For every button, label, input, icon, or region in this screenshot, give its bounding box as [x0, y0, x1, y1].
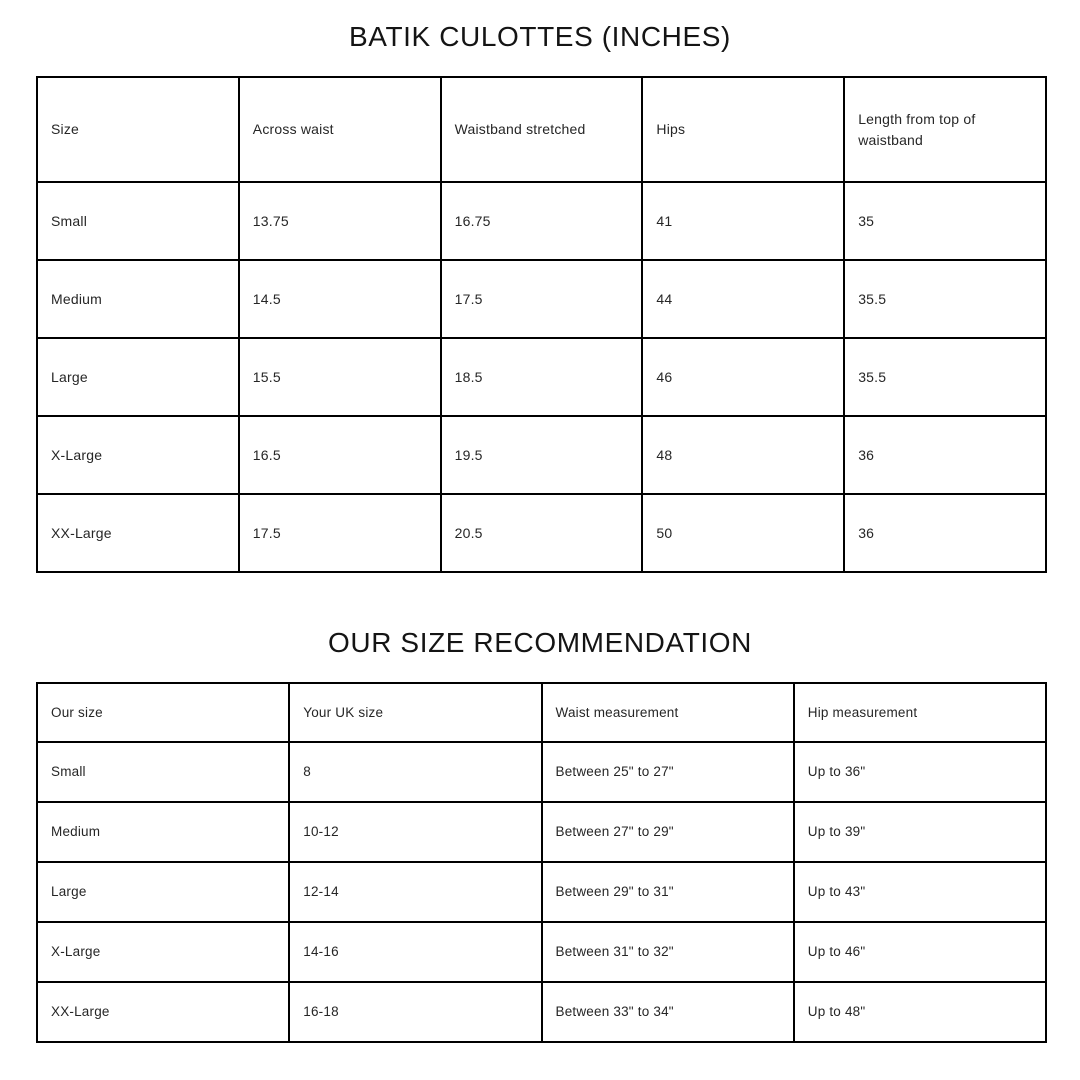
header-cell: Size: [37, 77, 239, 182]
table-cell: 19.5: [441, 416, 643, 494]
table-cell: Between 29" to 31": [542, 862, 794, 922]
header-cell: Our size: [37, 683, 289, 742]
table-cell: Up to 43": [794, 862, 1046, 922]
header-cell: Hips: [642, 77, 844, 182]
header-cell: Length from top of waistband: [844, 77, 1046, 182]
header-cell: Your UK size: [289, 683, 541, 742]
table-cell: Large: [37, 862, 289, 922]
table-cell: XX-Large: [37, 494, 239, 572]
table-cell: 44: [642, 260, 844, 338]
table-cell: 46: [642, 338, 844, 416]
header-cell: Hip measurement: [794, 683, 1046, 742]
table-cell: XX-Large: [37, 982, 289, 1042]
table-cell: Small: [37, 182, 239, 260]
table-cell: 15.5: [239, 338, 441, 416]
table-row: [37, 416, 1046, 494]
table-cell: 20.5: [441, 494, 643, 572]
table-cell: 16.5: [239, 416, 441, 494]
table-cell: 35: [844, 182, 1046, 260]
table-cell: Between 27" to 29": [542, 802, 794, 862]
table-cell: 35.5: [844, 260, 1046, 338]
recommendation-table: [36, 682, 1047, 1043]
header-cell: Across waist: [239, 77, 441, 182]
table-cell: 36: [844, 416, 1046, 494]
table-cell: 18.5: [441, 338, 643, 416]
header-row: [37, 77, 1046, 182]
table-cell: 8: [289, 742, 541, 802]
table-cell: 10-12: [289, 802, 541, 862]
table-cell: 14.5: [239, 260, 441, 338]
table-cell: 16.75: [441, 182, 643, 260]
table-cell: X-Large: [37, 922, 289, 982]
table-row: [37, 742, 1046, 802]
table-cell: 48: [642, 416, 844, 494]
measurements-table-title: BATIK CULOTTES (INCHES): [349, 21, 731, 52]
table-row: [37, 182, 1046, 260]
table-row: [37, 922, 1046, 982]
table-row: [37, 982, 1046, 1042]
measurements-table: [36, 76, 1047, 573]
table-cell: Large: [37, 338, 239, 416]
table-cell: Up to 48": [794, 982, 1046, 1042]
table-cell: Between 33" to 34": [542, 982, 794, 1042]
recommendation-table-title: OUR SIZE RECOMMENDATION: [328, 627, 752, 658]
table-cell: 13.75: [239, 182, 441, 260]
table-cell: Up to 39": [794, 802, 1046, 862]
table-cell: 35.5: [844, 338, 1046, 416]
header-cell: Waist measurement: [542, 683, 794, 742]
table-cell: Medium: [37, 260, 239, 338]
table-cell: 17.5: [441, 260, 643, 338]
table-cell: 12-14: [289, 862, 541, 922]
table-cell: Small: [37, 742, 289, 802]
table-cell: Between 31" to 32": [542, 922, 794, 982]
table-cell: Up to 36": [794, 742, 1046, 802]
table-row: [37, 338, 1046, 416]
table-cell: 50: [642, 494, 844, 572]
table-cell: Medium: [37, 802, 289, 862]
header-cell: Waistband stretched: [441, 77, 643, 182]
table-row: [37, 802, 1046, 862]
table-cell: 36: [844, 494, 1046, 572]
table-row: [37, 260, 1046, 338]
table-cell: 16-18: [289, 982, 541, 1042]
table-cell: 14-16: [289, 922, 541, 982]
table-cell: Up to 46": [794, 922, 1046, 982]
header-row: [37, 683, 1046, 742]
table-cell: Between 25" to 27": [542, 742, 794, 802]
table-cell: X-Large: [37, 416, 239, 494]
table-cell: 17.5: [239, 494, 441, 572]
table-cell: 41: [642, 182, 844, 260]
table-row: [37, 862, 1046, 922]
table-row: [37, 494, 1046, 572]
